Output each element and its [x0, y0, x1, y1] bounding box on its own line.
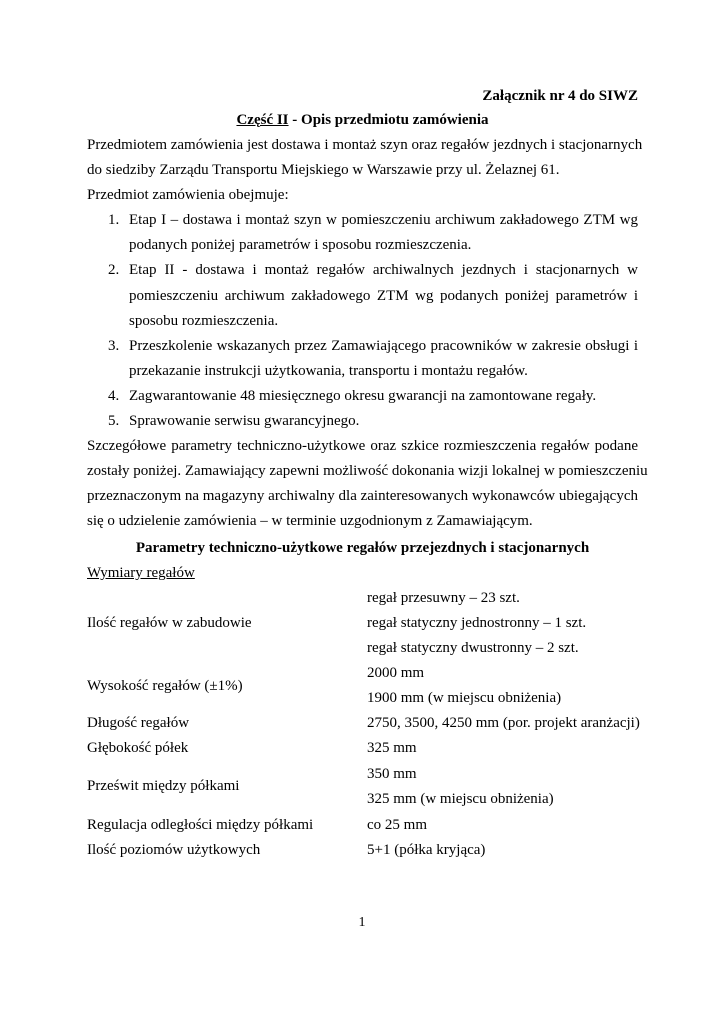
- page-number: 1: [358, 915, 366, 930]
- intro-line-2: do siedziby Zarządu Transportu Miejskiego w Warszawie przy ul. Żelaznej 61.: [87, 162, 560, 178]
- part-label: Część II: [236, 112, 289, 128]
- params-heading: Parametry techniczno-użytkowe regałów przejezdnych i stacjonarnych: [135, 540, 590, 556]
- list-item-line: Etap I – dostawa i montaż szyn w pomieszczeniu archiwum zakładowego ZTM wg: [129, 212, 638, 228]
- list-item-line: przekazanie instrukcji użytkowania, transportu i montażu regałów.: [129, 363, 528, 379]
- param-value: 350 mm: [367, 766, 417, 782]
- list-item-line: pomieszczeniu archiwum zakładowego ZTM wg podanych poniżej parametrów i: [129, 288, 638, 304]
- list-item-line: Etap II - dostawa i montaż regałów archiwalnych jezdnych i stacjonarnych w: [129, 262, 638, 278]
- list-item-line: podanych poniżej parametrów i sposobu rozmieszczenia.: [129, 237, 472, 253]
- param-value: 2750, 3500, 4250 mm (por. projekt aranżacji): [367, 715, 640, 731]
- param-label: Długość regałów: [87, 715, 190, 731]
- param-label: Prześwit między półkami: [87, 778, 240, 794]
- param-value: regał statyczny dwustronny – 2 szt.: [367, 640, 579, 656]
- param-value: regał statyczny jednostronny – 1 szt.: [367, 615, 587, 631]
- details-line-1: Szczegółowe parametry techniczno-użytkowe oraz szkice rozmieszczenia regałów podane: [87, 438, 638, 454]
- param-label: Ilość regałów w zabudowie: [87, 615, 252, 631]
- list-item-line: Przeszkolenie wskazanych przez Zamawiającego pracowników w zakresie obsługi i: [129, 338, 638, 354]
- param-label: Głębokość półek: [87, 740, 189, 756]
- param-value: 2000 mm: [367, 665, 425, 681]
- part-title-text: - Opis przedmiotu zamówienia: [288, 112, 489, 128]
- list-item-number: 5.: [108, 413, 120, 429]
- list-item-line: Sprawowanie serwisu gwarancyjnego.: [129, 413, 360, 429]
- attachment-label: Załącznik nr 4 do SIWZ: [482, 88, 638, 104]
- list-item-number: 3.: [108, 338, 120, 354]
- part-title: [87, 108, 638, 132]
- scope-heading: Przedmiot zamówienia obejmuje:: [87, 187, 289, 203]
- intro-line-1: Przedmiotem zamówienia jest dostawa i montaż szyn oraz regałów jezdnych i stacjonarnych: [87, 137, 643, 153]
- list-item-line: Zagwarantowanie 48 miesięcznego okresu gwarancji na zamontowane regały.: [129, 388, 597, 404]
- list-item-line: sposobu rozmieszczenia.: [129, 313, 279, 329]
- details-line-4: się o udzielenie zamówienia – w terminie uzgodnionym z Zamawiającym.: [87, 513, 533, 529]
- list-item-number: 4.: [108, 388, 120, 404]
- param-value: regał przesuwny – 23 szt.: [367, 590, 520, 606]
- param-value: 1900 mm (w miejscu obniżenia): [367, 690, 562, 706]
- param-label: Wysokość regałów (±1%): [87, 678, 243, 694]
- param-value: co 25 mm: [367, 817, 427, 833]
- params-subheading: Wymiary regałów: [87, 565, 195, 581]
- param-value: 5+1 (półka kryjąca): [367, 842, 486, 858]
- param-value: 325 mm (w miejscu obniżenia): [367, 791, 554, 807]
- list-item-number: 2.: [108, 262, 120, 278]
- details-line-2: zostały poniżej. Zamawiający zapewni możliwość dokonania wizji lokalnej w pomieszczeniu: [87, 463, 648, 479]
- param-label: Ilość poziomów użytkowych: [87, 842, 261, 858]
- param-value: 325 mm: [367, 740, 417, 756]
- param-label: Regulacja odległości między półkami: [87, 817, 314, 833]
- list-item-number: 1.: [108, 212, 120, 228]
- details-line-3: przeznaczonym na magazyny archiwalny dla zainteresowanych wykonawców ubiegających: [87, 488, 639, 504]
